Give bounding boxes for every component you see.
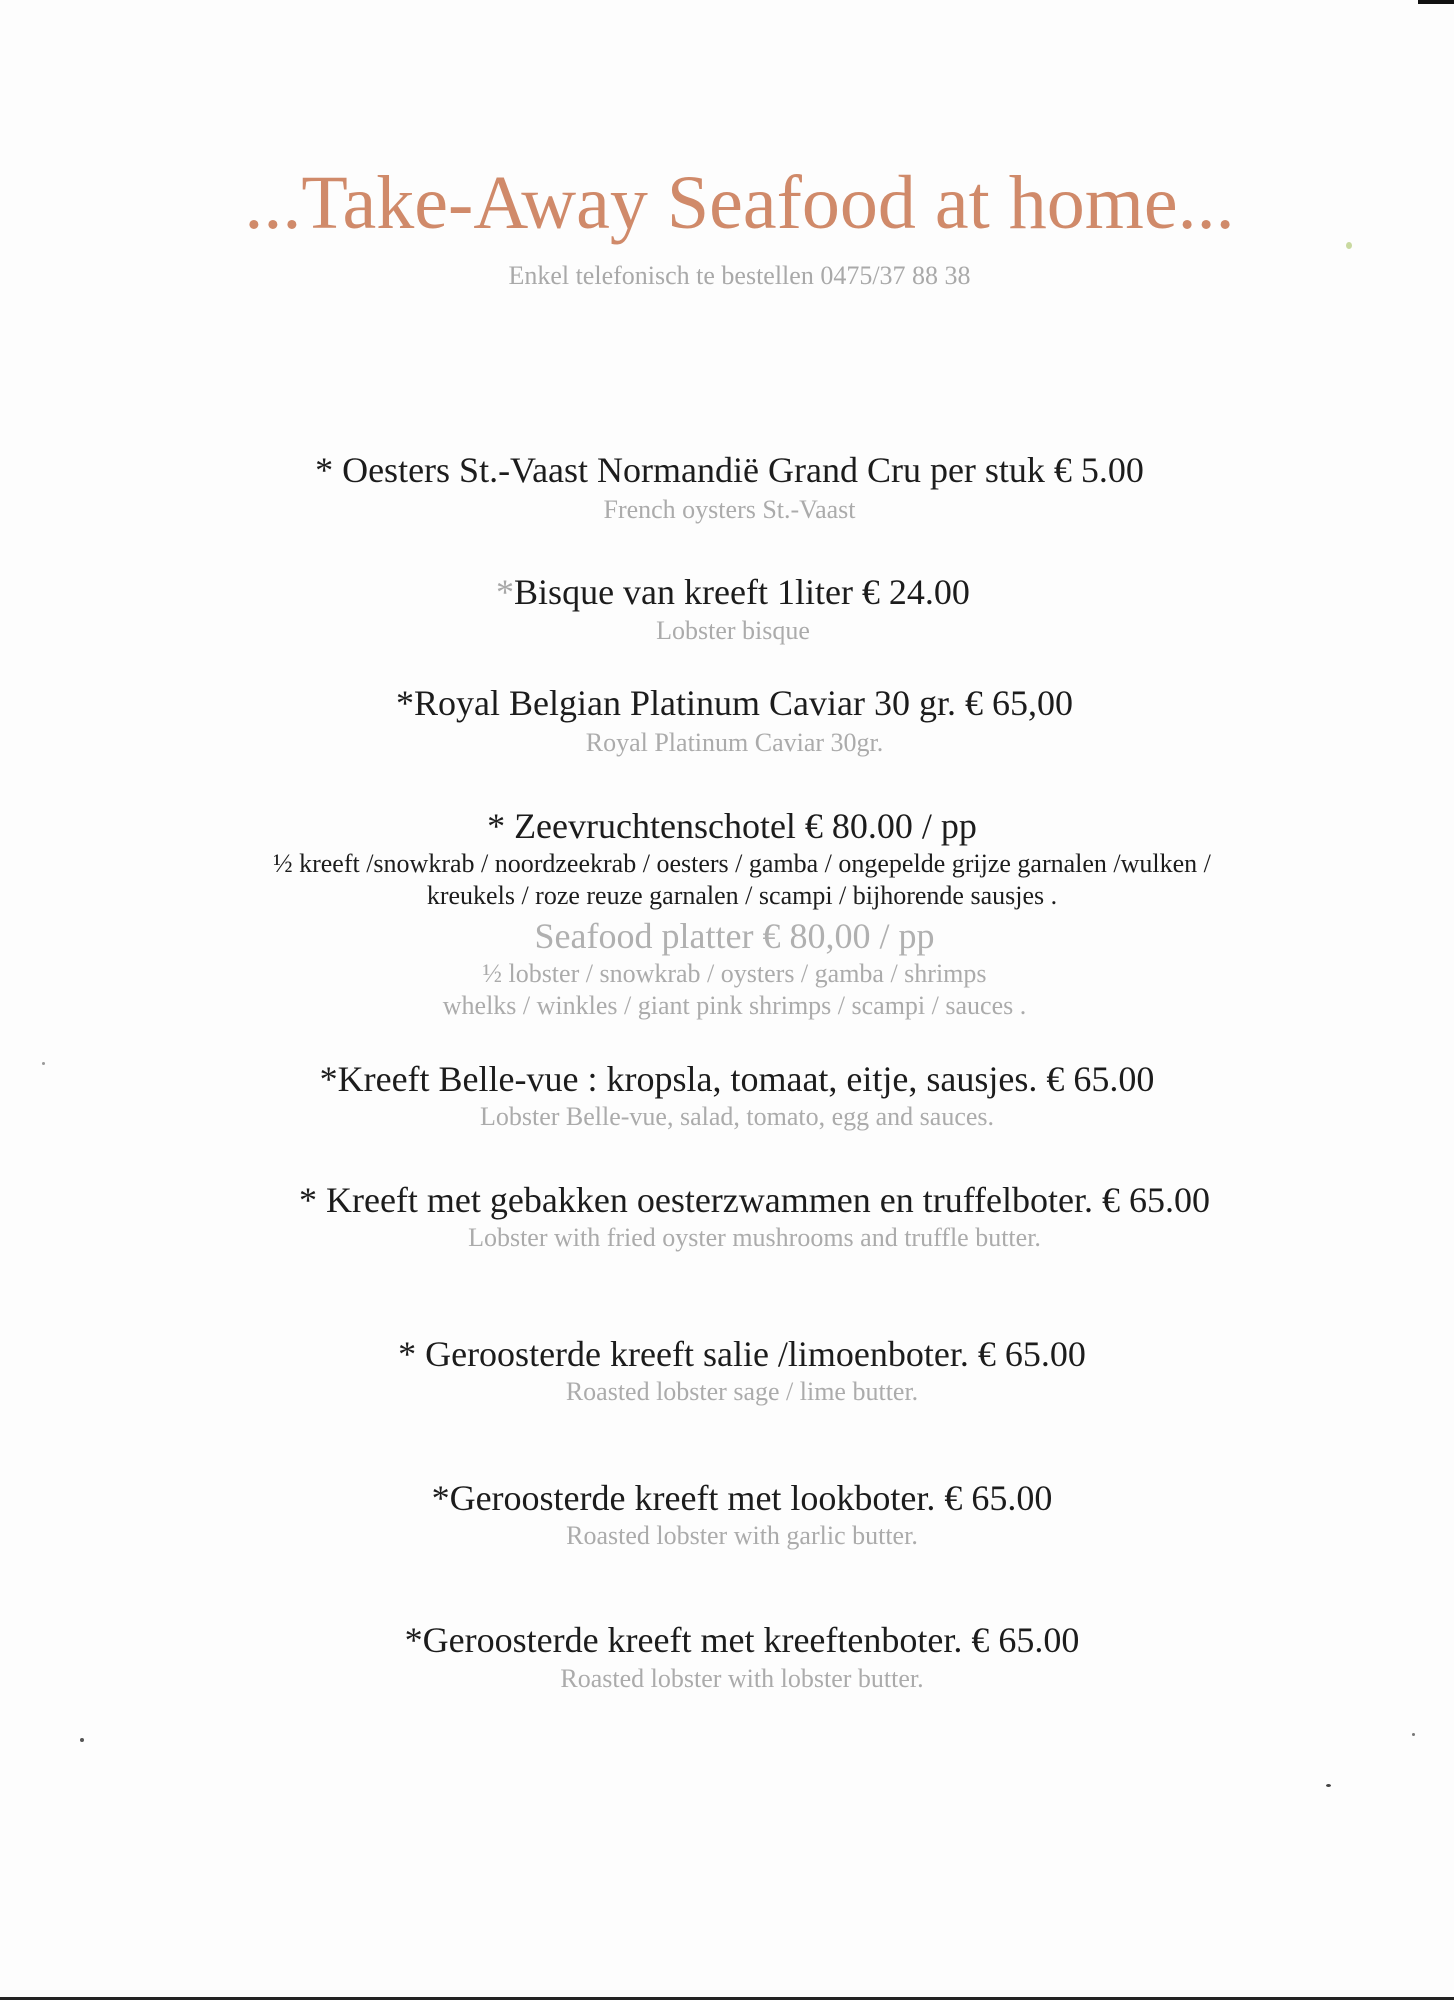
scan-corner-mark — [1418, 0, 1454, 4]
menu-item-oysters-subtitle: French oysters St.-Vaast — [603, 495, 856, 524]
menu-item-oysters-title: * Oesters St.-Vaast Normandië Grand Cru per stuk € 5.00 — [315, 450, 1144, 490]
menu-item-platter-en-title: Seafood platter € 80,00 / pp — [534, 916, 935, 956]
menu-item-platter-title: * Zeevruchtenschotel € 80.00 / pp — [487, 806, 977, 846]
menu-item-platter-en-line2: whelks / winkles / giant pink shrimps / scampi / sauces . — [442, 991, 1027, 1020]
scan-speck — [1326, 1784, 1331, 1787]
menu-item-bisque-title — [0, 570, 1454, 614]
menu-item-mushroom-title: * Kreeft met gebakken oesterzwammen en truffelboter. € 65.00 — [298, 1180, 1210, 1220]
menu-item-bisque-title-text: Bisque van kreeft 1liter € 24.00 — [514, 572, 970, 612]
menu-item-platter-desc-line1: ½ kreeft /snowkrab / noordzeekrab / oesters / gamba / ongepelde grijze garnalen /wulken / — [273, 849, 1211, 878]
menu-item-lobster-butter-title: *Geroosterde kreeft met kreeftenboter. € 65.00 — [404, 1620, 1080, 1660]
menu-item-bellevue-subtitle: Lobster Belle-vue, salad, tomato, egg and sauces. — [479, 1102, 995, 1131]
scan-speck — [80, 1738, 84, 1742]
menu-item-sage-title: * Geroosterde kreeft salie /limoenboter. € 65.00 — [398, 1334, 1086, 1374]
menu-item-bellevue-title: *Kreeft Belle-vue : kropsla, tomaat, eitje, sausjes. € 65.00 — [319, 1059, 1155, 1099]
menu-item-sage-subtitle: Roasted lobster sage / lime butter. — [565, 1377, 919, 1406]
scan-speck — [42, 1062, 45, 1065]
menu-item-caviar-title: *Royal Belgian Platinum Caviar 30 gr. € 65,00 — [396, 683, 1073, 723]
menu-item-garlic-title: *Geroosterde kreeft met lookboter. € 65.00 — [431, 1478, 1053, 1518]
order-phone-note: Enkel telefonisch te bestellen 0475/37 88 38 — [508, 261, 971, 290]
menu-item-mushroom-subtitle: Lobster with fried oyster mushrooms and truffle butter. — [468, 1223, 1041, 1252]
scan-speck — [1346, 242, 1352, 249]
menu-item-bisque-star: * — [496, 572, 515, 612]
page-title: ...Take-Away Seafood at home... — [244, 161, 1235, 245]
menu-item-platter-desc-line2: kreukels / roze reuze garnalen / scampi / bijhorende sausjes . — [426, 881, 1058, 910]
menu-item-caviar-subtitle: Royal Platinum Caviar 30gr. — [585, 728, 884, 757]
scan-speck — [1412, 1733, 1415, 1736]
menu-item-lobster-butter-subtitle: Roasted lobster with lobster butter. — [560, 1664, 924, 1693]
menu-item-garlic-subtitle: Roasted lobster with garlic butter. — [566, 1521, 918, 1550]
menu-item-bisque-subtitle: Lobster bisque — [656, 616, 810, 645]
menu-item-platter-en-line1: ½ lobster / snowkrab / oysters / gamba / shrimps — [482, 959, 987, 988]
